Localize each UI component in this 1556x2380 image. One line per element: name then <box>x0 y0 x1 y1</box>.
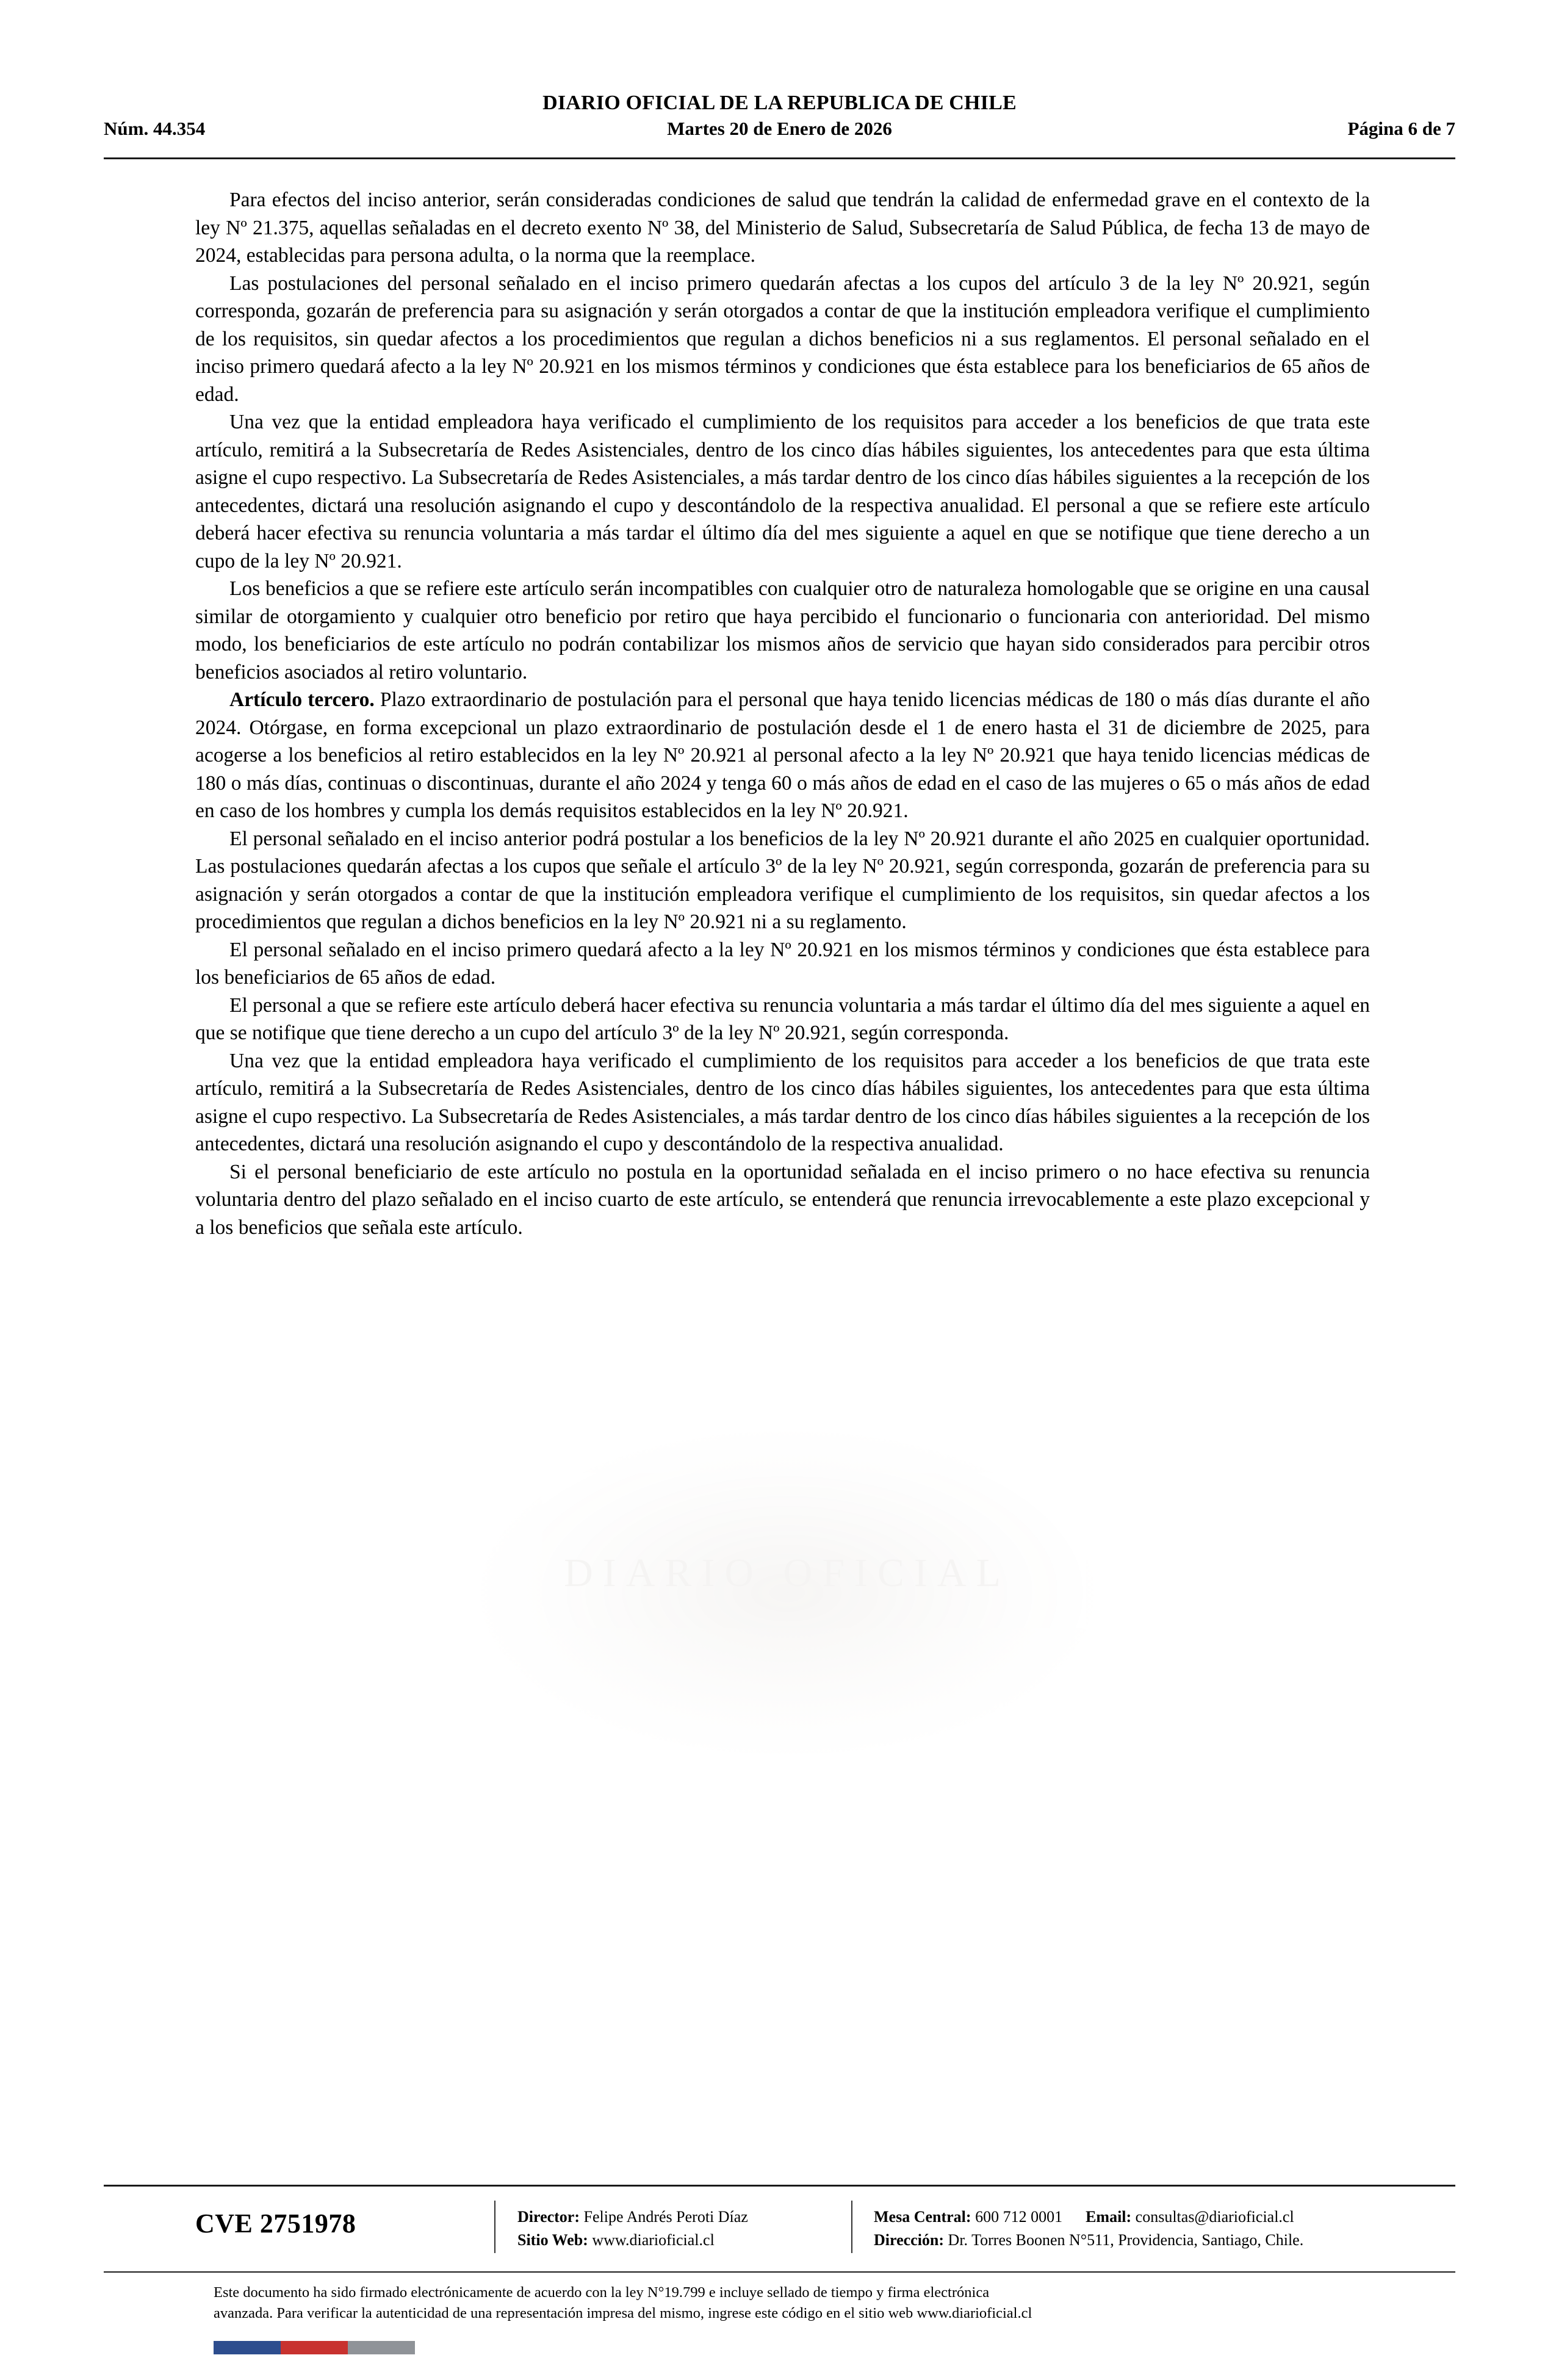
site-value[interactable]: www.diarioficial.cl <box>588 2231 715 2249</box>
paragraph: Para efectos del inciso anterior, serán consideradas condiciones de salud que tendrán la calidad de enfermedad grave en el contexto de la ley Nº 21.375, aquellas señaladas en el decreto exento Nº 38, del Ministerio de Salud, Subsecretaría de Salud Pública, de fecha 13 de mayo de 2024, establecidas para persona adulta, o la norma que la reemplace. <box>195 189 1370 267</box>
director-line <box>517 2205 748 2229</box>
chile-flag-bar <box>214 2341 415 2354</box>
cve-code: CVE 2751978 <box>195 2209 356 2238</box>
paragraph: Una vez que la entidad empleadora haya verificado el cumplimiento de los requisitos para acceder a los beneficios de que trata este artículo, remitirá a la Subsecretaría de Redes Asistenciales, dentro de los cinco días hábiles siguientes, los antecedentes para que esta última asigne el cupo respectivo. La Subsecretaría de Redes Asistenciales, a más tardar dentro de los cinco días hábiles siguientes a la recepción de los antecedentes, dictará una resolución asignando el cupo y descontándolo de la respectiva anualidad. <box>195 1049 1370 1155</box>
director-label: Director: <box>517 2208 580 2226</box>
article-three-text: Plazo extraordinario de postulación para el personal que haya tenido licencias médicas de 180 o más días durante el año 2024. Otórgase, en forma excepcional un plazo extraordinario de postulación desde el 1 de enero hasta el 31 de diciembre de 2025, para acogerse a los beneficios al retiro establecidos en la ley Nº 20.921 al personal afecto a la ley Nº 20.921 que haya tenido licencias médicas de 180 o más días, continuas o discontinuas, durante el año 2024 y tenga 60 o más años de edad en el caso de las mujeres o 65 o más años de edad en caso de los hombres y cumpla los demás requisitos establecidos en la ley Nº 20.921. <box>195 688 1371 822</box>
publication-title: DIARIO OFICIAL DE LA REPUBLICA DE CHILE <box>542 92 1017 114</box>
mesa-value: 600 712 0001 <box>971 2208 1063 2226</box>
paragraph: El personal señalado en el inciso anterior podrá postular a los beneficios de la ley Nº 20.921 durante el año 2025 en cualquier oportunidad. Las postulaciones quedarán afectas a los cupos que señale el artículo 3º de la ley Nº 20.921, según corresponda, gozarán de preferencia para su asignación y serán otorgados a contar de que la institución empleadora verifique el cumplimiento de los requisitos, sin quedar afectos a los procedimientos que regulan a dichos beneficios en la ley Nº 20.921 ni a su reglamento. <box>195 827 1370 933</box>
legal-line-2: avanzada. Para verificar la autenticidad de una representación impresa del mismo, ingrese este código en el sitio web www.diarioficial.cl <box>214 2305 1032 2321</box>
page-number: Página 6 de 7 <box>1347 118 1455 140</box>
director-value: Felipe Andrés Peroti Díaz <box>580 2208 748 2226</box>
site-label: Sitio Web: <box>517 2231 588 2249</box>
footer-divider-bottom <box>104 2271 1455 2273</box>
watermark-seal <box>464 1422 1111 1764</box>
paragraph: El personal a que se refiere este artículo deberá hacer efectiva su renuncia voluntaria a más tardar el último día del mes siguiente a aquel en que se notifique que tiene derecho a un cupo del artículo 3º de la ley Nº 20.921, según corresponda. <box>195 993 1370 1044</box>
watermark-text: DIARIO OFICIAL <box>564 1551 1010 1595</box>
paragraph: Las postulaciones del personal señalado en el inciso primero quedarán afectas a los cupos del artículo 3 de la ley Nº 20.921, según corresponda, gozarán de preferencia para su asignación y serán otorgados a contar de que la institución empleadora verifique el cumplimiento de los requisitos, sin quedar afectos a los procedimientos que regulan a dichos beneficios ni a sus reglamentos. El personal señalado en el inciso primero quedará afecto a la ley Nº 20.921 en los mismos términos y condiciones que ésta establece para los beneficiarios de 65 años de edad. <box>195 272 1370 406</box>
flag-blue-band <box>214 2341 281 2354</box>
flag-red-band <box>281 2341 348 2354</box>
document-body <box>195 186 1370 1241</box>
footer-separator-1 <box>494 2201 495 2253</box>
email-value[interactable]: consultas@diarioficial.cl <box>1131 2208 1294 2226</box>
header-divider <box>104 157 1455 159</box>
flag-gray-band <box>348 2341 415 2354</box>
direccion-value: Dr. Torres Boonen N°511, Providencia, Santiago, Chile. <box>944 2231 1304 2249</box>
footer-contact-left <box>517 2205 748 2252</box>
mesa-central-line <box>874 2205 1303 2229</box>
page-footer <box>104 2197 1455 2264</box>
paragraph: Los beneficios a que se refiere este artículo serán incompatibles con cualquier otro de naturaleza homologable que se origine en una causal similar de otorgamiento y cualquier otro beneficio por retiro que haya percibido el funcionario o funcionaria con anterioridad. Del mismo modo, los beneficiarios de este artículo no podrán contabilizar los mismos años de servicio que hayan sido considerados para percibir otros beneficios asociados al retiro voluntario. <box>195 577 1370 683</box>
legal-line-1: Este documento ha sido firmado electrónicamente de acuerdo con la ley N°19.799 e incluye sellado de tiempo y firma electrónica <box>214 2284 990 2301</box>
paragraph: Si el personal beneficiario de este artículo no postula en la oportunidad señalada en el inciso primero o no hace efectiva su renuncia voluntaria dentro del plazo señalado en el inciso cuarto de este artículo, se entenderá que renuncia irrevocablemente a este plazo excepcional y a los beneficios que señala este artículo. <box>195 1160 1370 1239</box>
paragraph: El personal señalado en el inciso primero quedará afecto a la ley Nº 20.921 en los mismos términos y condiciones que ésta establece para los beneficiarios de 65 años de edad. <box>195 938 1370 989</box>
email-label: Email: <box>1086 2208 1132 2226</box>
mesa-label: Mesa Central: <box>874 2208 971 2226</box>
page-header <box>104 92 1455 145</box>
issue-number: Núm. 44.354 <box>104 118 206 140</box>
header-meta-row <box>104 118 1455 145</box>
article-three-paragraph <box>195 686 1370 825</box>
footer-separator-2 <box>851 2201 852 2253</box>
publication-date: Martes 20 de Enero de 2026 <box>667 118 892 140</box>
direccion-line <box>874 2229 1303 2252</box>
website-line <box>517 2229 748 2252</box>
direccion-label: Dirección: <box>874 2231 945 2249</box>
footer-divider-top <box>104 2185 1455 2187</box>
paragraph: Una vez que la entidad empleadora haya verificado el cumplimiento de los requisitos para acceder a los beneficios de que trata este artículo, remitirá a la Subsecretaría de Redes Asistenciales, dentro de los cinco días hábiles siguientes, los antecedentes para que esta última asigne el cupo respectivo. La Subsecretaría de Redes Asistenciales, a más tardar dentro de los cinco días hábiles siguientes a la recepción de los antecedentes, dictará una resolución asignando el cupo y descontándolo de la respectiva anualidad. El personal a que se refiere este artículo deberá hacer efectiva su renuncia voluntaria a más tardar el último día del mes siguiente a aquel en que se notifique que tiene derecho a un cupo de la ley Nº 20.921. <box>195 411 1370 572</box>
article-three-heading: Artículo tercero. <box>229 688 375 711</box>
legal-notice <box>214 2282 1349 2324</box>
footer-contact-right <box>874 2205 1303 2252</box>
